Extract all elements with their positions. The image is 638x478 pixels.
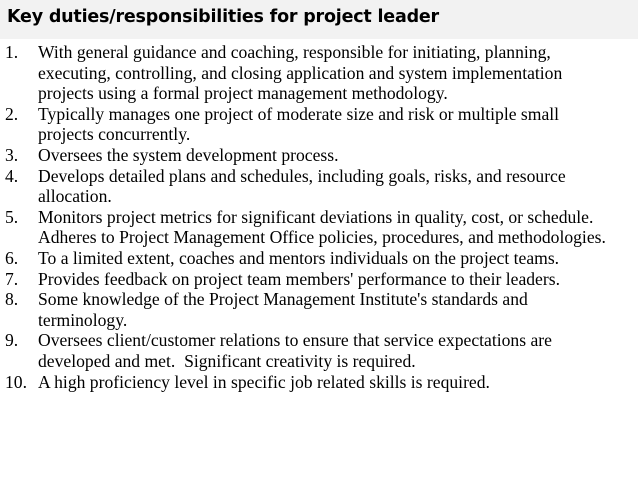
item-number: 1. [5, 42, 19, 62]
item-text: Some knowledge of the Project Management Institute's standards and terminology. [38, 289, 528, 330]
item-number: 8. [5, 289, 19, 310]
item-number: 5. [5, 206, 19, 227]
list-item [0, 104, 638, 145]
list-item [0, 42, 638, 104]
item-text: Provides feedback on project team members' performance to their leaders. [38, 268, 560, 289]
item-text: Oversees the system development process. [38, 144, 339, 165]
list-item [0, 248, 638, 269]
item-text: Typically manages one project of moderate size and risk or multiple small projects concurrently. [38, 103, 560, 145]
list-item [0, 166, 638, 207]
page-title: Key duties/responsibilities for project leader [7, 7, 439, 27]
item-number: 4. [5, 165, 19, 186]
title-bar [0, 0, 638, 39]
item-number: 3. [5, 144, 19, 165]
item-number: 6. [5, 247, 19, 268]
item-text: Oversees client/customer relations to ensure that service expectations are developed and met. Significant creativity is required. [38, 330, 557, 371]
item-number: 9. [5, 330, 19, 351]
list-item [0, 372, 638, 393]
item-text: With general guidance and coaching, responsible for initiating, planning, executing, controlling, and closing application and system implementation projects using a formal project management methodology. [38, 42, 563, 104]
item-text: Develops detailed plans and schedules, including goals, risks, and resource allocation. [38, 165, 566, 207]
list-item [0, 269, 638, 290]
list-item [0, 145, 638, 166]
duties-list [0, 42, 638, 392]
item-number: 2. [5, 103, 19, 124]
item-number: 10. [5, 371, 27, 392]
list-item [0, 289, 638, 330]
item-text: Monitors project metrics for significant deviations in quality, cost, or schedule. Adheres to Project Management Office policies, procedures, and methodologies. [38, 206, 606, 248]
item-text: To a limited extent, coaches and mentors individuals on the project teams. [38, 247, 560, 268]
list-item [0, 207, 638, 248]
item-number: 7. [5, 268, 19, 289]
item-text: A high proficiency level in specific job related skills is required. [38, 371, 490, 392]
list-item [0, 330, 638, 371]
